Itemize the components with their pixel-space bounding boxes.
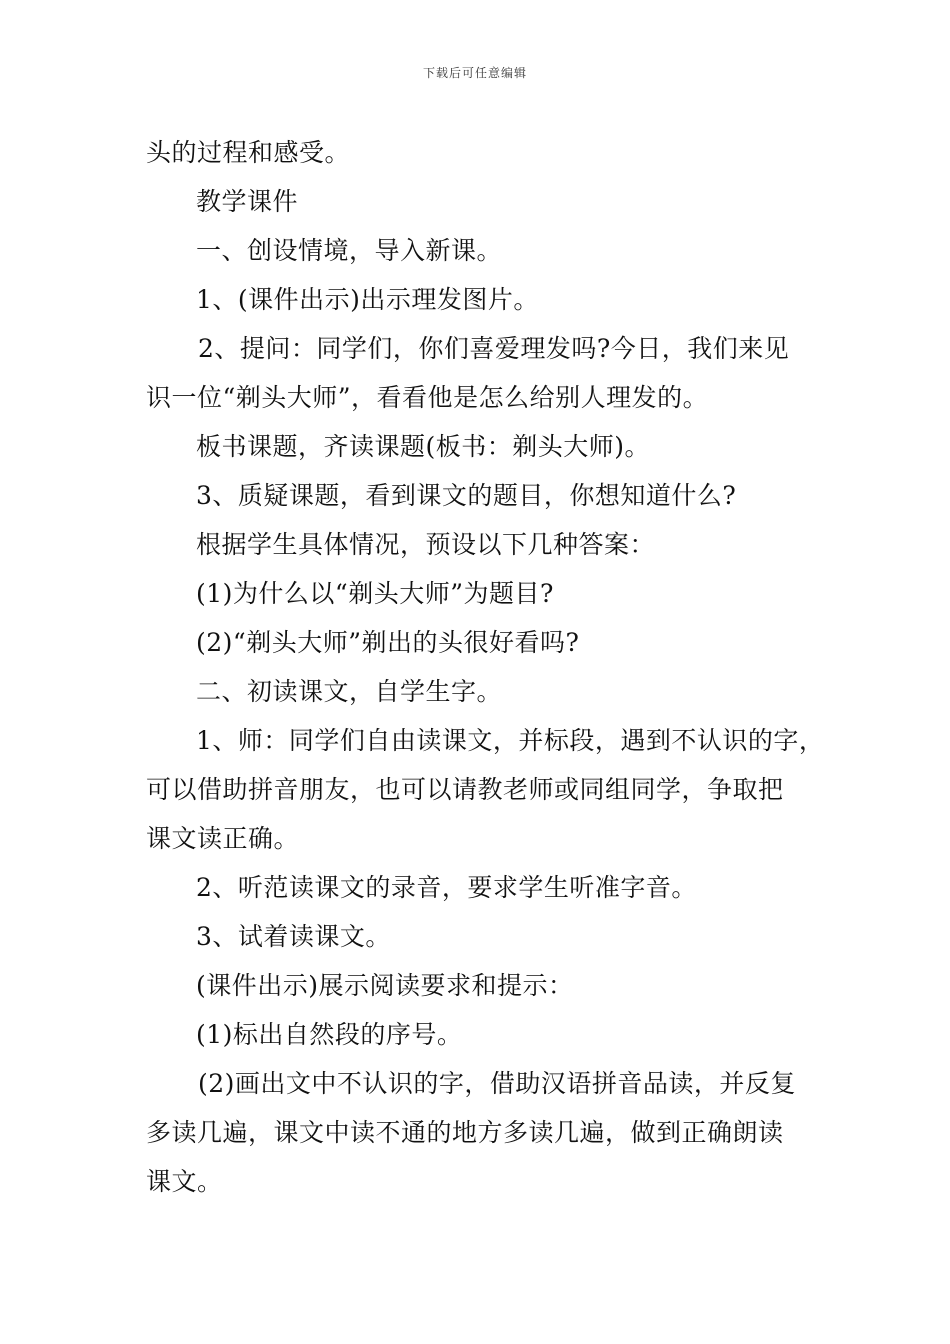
text-line: 课文读正确。 — [146, 824, 300, 853]
text-line: 2、听范读课文的录音，要求学生听准字音。 — [196, 873, 697, 902]
text-line: 头的过程和感受。 — [146, 138, 351, 167]
text-line: 板书课题，齐读课题(板书：剃头大师)。 — [196, 432, 651, 461]
text-line: 根据学生具体情况，预设以下几种答案： — [196, 530, 656, 559]
text-line: (课件出示)展示阅读要求和提示： — [196, 971, 574, 1000]
list-item: (2)“剃头大师”剃出的头很好看吗? — [196, 628, 580, 657]
document-body — [146, 128, 825, 1206]
text-line: 3、试着读课文。 — [196, 922, 391, 951]
text-line: 1、师：同学们自由读课文，并标段，遇到不认识的字， — [196, 726, 825, 755]
list-item: (2)画出文中不认识的字，借助汉语拼音品读，并反复 — [198, 1069, 796, 1098]
list-item: (1)标出自然段的序号。 — [196, 1020, 463, 1049]
text-line: 1、(课件出示)出示理发图片。 — [196, 285, 539, 314]
text-line: 2、提问：同学们，你们喜爱理发吗?今日，我们来见 — [198, 334, 790, 363]
page-header: 下载后可任意编辑 — [422, 66, 527, 80]
text-line: 识一位“剃头大师”，看看他是怎么给别人理发的。 — [146, 383, 709, 412]
section-heading: 教学课件 — [196, 187, 299, 216]
section-heading: 一、创设情境，导入新课。 — [196, 236, 503, 265]
text-line: 3、质疑课题，看到课文的题目，你想知道什么? — [196, 481, 737, 510]
text-line: 多读几遍，课文中读不通的地方多读几遍，做到正确朗读 — [146, 1118, 784, 1147]
text-line: 课文。 — [146, 1167, 223, 1196]
section-heading: 二、初读课文，自学生字。 — [196, 677, 503, 706]
text-line: 可以借助拼音朋友，也可以请教老师或同组同学，争取把 — [146, 775, 784, 804]
list-item: (1)为什么以“剃头大师”为题目? — [196, 579, 554, 608]
